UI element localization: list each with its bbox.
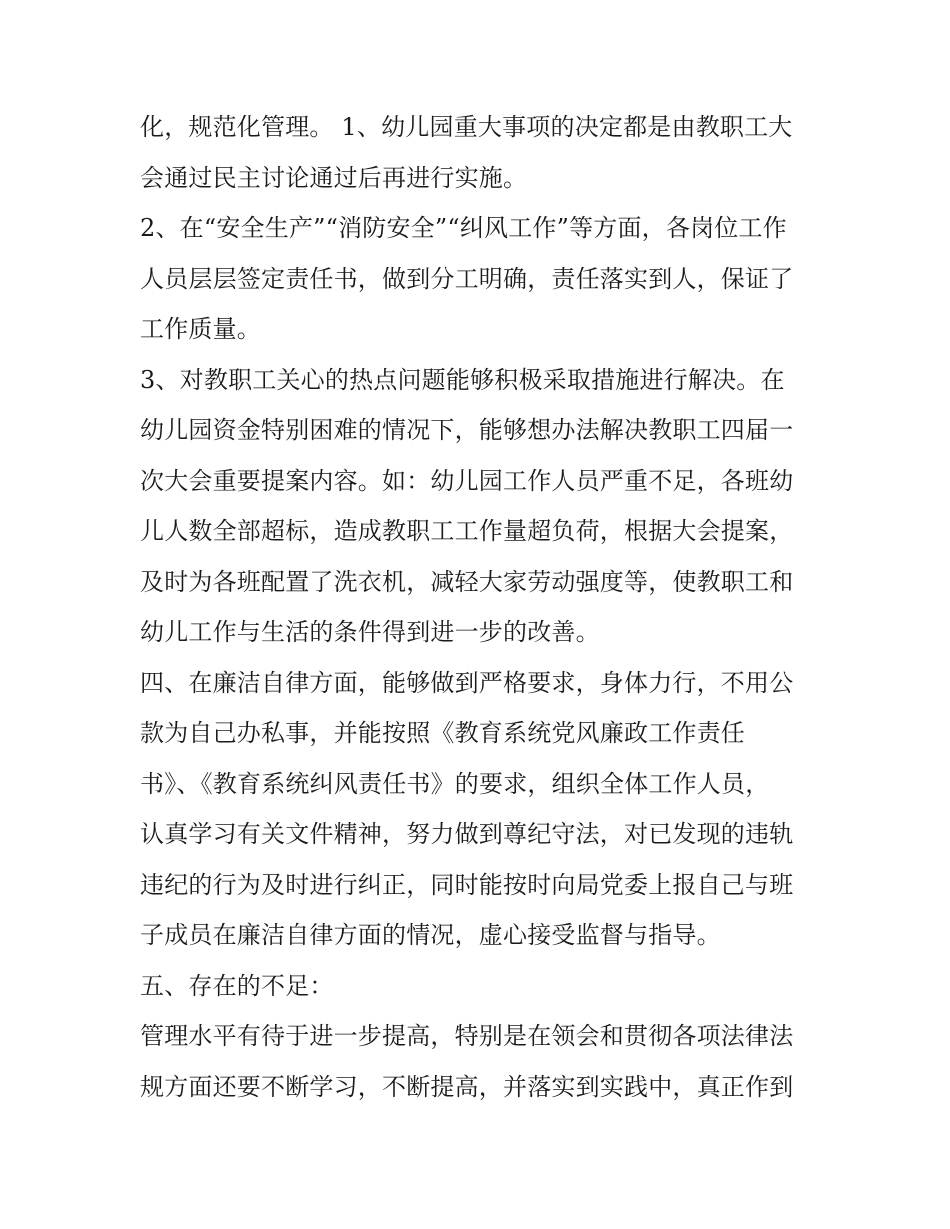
text-line: 工作质量。 xyxy=(140,315,261,343)
text-line: 人员层层签定责任书，做到分工明确，责任落实到人，保证了 xyxy=(140,264,794,293)
text-line: 化，规范化管理。 1、幼儿园重大事项的决定都是由教职工大 xyxy=(140,113,793,141)
text-line: 及时为各班配置了洗衣机，减轻大家劳动强度等，使教职工和 xyxy=(140,567,794,596)
text-line: 幼儿工作与生活的条件得到进一步的改善。 xyxy=(140,618,600,646)
text-line: 规方面还要不断学习，不断提高，并落实到实践中，真正作到 xyxy=(140,1072,794,1101)
text-line: 五、存在的不足： xyxy=(140,971,334,1000)
text-line: 次大会重要提案内容。如：幼儿园工作人员严重不足，各班幼 xyxy=(140,466,794,495)
text-line: 款为自己办私事，并能按照《教育系统党风廉政工作责任 xyxy=(140,719,745,747)
text-line: 书》、《教育系统纠风责任书》的要求，组织全体工作人员， xyxy=(140,769,770,798)
text-line: 违纪的行为及时进行纠正，同时能按时向局党委上报自己与班 xyxy=(140,870,794,899)
text-line: 儿人数全部超标，造成教职工工作量超负荷，根据大会提案， xyxy=(140,517,794,545)
text-line: 管理水平有待于进一步提高，特别是在领会和贯彻各项法律法 xyxy=(140,1022,794,1050)
text-line: 四、在廉洁自律方面，能够做到严格要求，身体力行，不用公 xyxy=(140,668,794,697)
text-line: 3、对教职工关心的热点问题能够积极采取措施进行解决。在 xyxy=(140,365,785,394)
text-line: 认真学习有关文件精神，努力做到尊纪守法，对已发现的违轨 xyxy=(140,820,794,848)
text-line: 幼儿园资金特别困难的情况下，能够想办法解决教职工四届一 xyxy=(140,416,794,444)
text-line: 2、在“安全生产”“消防安全”“纠风工作”等方面，各岗位工作 xyxy=(140,214,787,242)
document-body xyxy=(140,102,820,1112)
text-line: 会通过民主讨论通过后再进行实施。 xyxy=(140,163,528,192)
text-line: 子成员在廉洁自律方面的情况，虚心接受监督与指导。 xyxy=(140,921,721,949)
